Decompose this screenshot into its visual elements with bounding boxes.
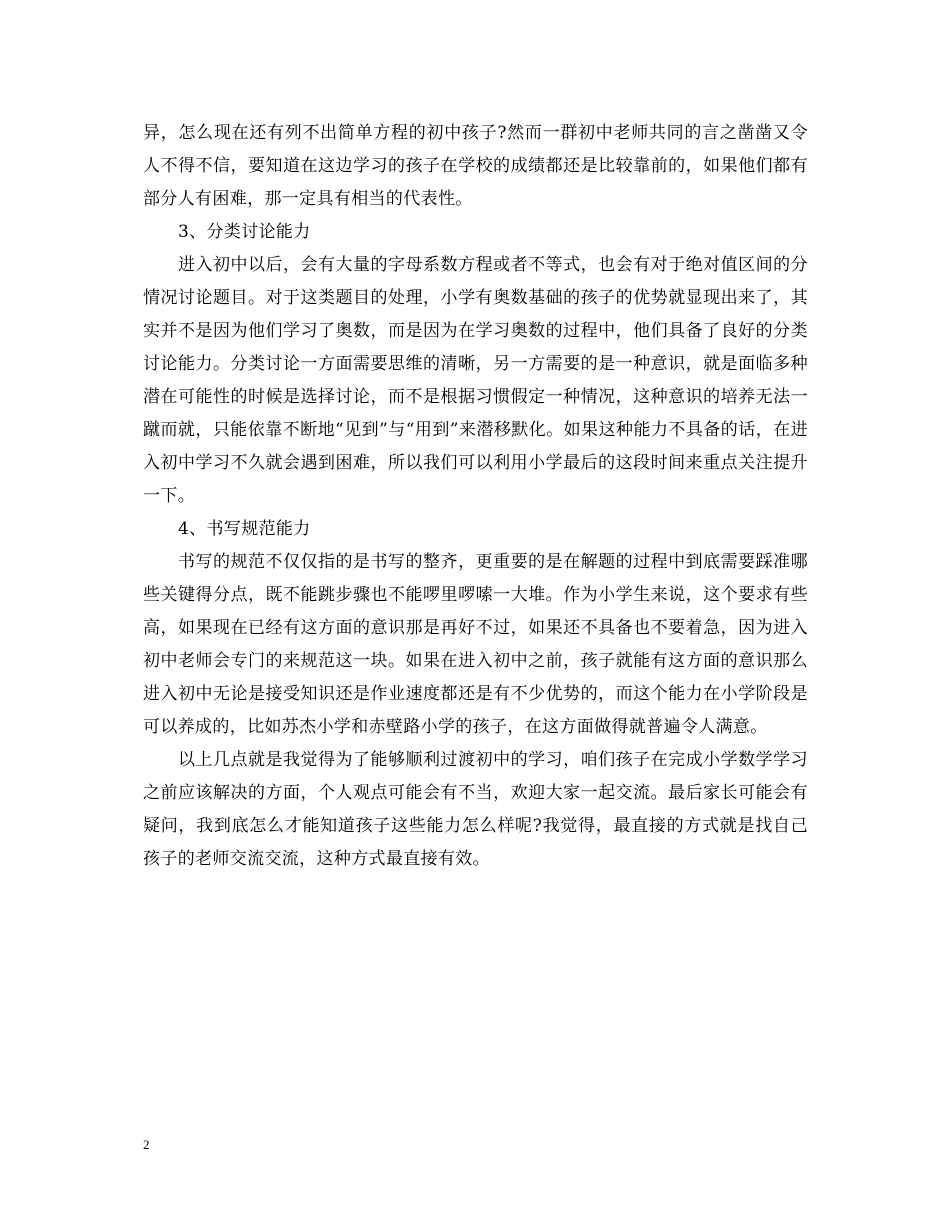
paragraph-writing-standards: 书写的规范不仅仅指的是书写的整齐，更重要的是在解题的过程中到底需要踩准哪些关键得分点，既不能跳步骤也不能啰里啰嗦一大堆。作为小学生来说，这个要求有些高，如果现在已经有这方面的意识那是再好不过，如果还不具备也不要着急，因为进入初中老师会专门的来规范这一块。如果在进入初中之前，孩子就能有这方面的意识那么进入初中无论是接受知识还是作业速度都还是有不少优势的，而这个能力在小学阶段是可以养成的，比如苏杰小学和赤壁路小学的孩子，在这方面做得就普遍令人满意。 — [143, 552, 808, 737]
paragraph-conclusion: 以上几点就是我觉得为了能够顺利过渡初中的学习，咱们孩子在完成小学数学学习之前应该解决的方面，个人观点可能会有不当，欢迎大家一起交流。最后家长可能会有疑问，我到底怎么才能知道孩子这些能力怎么样呢?我觉得，最直接的方式就是找自己孩子的老师交流交流，这种方式最直接有效。 — [143, 750, 808, 869]
page-number: 2 — [143, 1137, 150, 1152]
paragraph-continuation: 异，怎么现在还有列不出简单方程的初中孩子?然而一群初中老师共同的言之凿凿又令人不得不信，要知道在这边学习的孩子在学校的成绩都还是比较靠前的，如果他们都有部分人有困难，那一定具有相当的代表性。 — [143, 123, 808, 209]
section-heading-writing-standards: 4、书写规范能力 — [178, 519, 311, 539]
paragraph-classification-discussion: 进入初中以后，会有大量的字母系数方程或者不等式，也会有对于绝对值区间的分情况讨论题目。对于这类题目的处理，小学有奥数基础的孩子的优势就显现出来了，其实并不是因为他们学习了奥数，而是因为在学习奥数的过程中，他们具备了良好的分类讨论能力。分类讨论一方面需要思维的清晰，另一方需要的是一种意识，就是面临多种潜在可能性的时候是选择讨论，而不是根据习惯假定一种情况，这种意识的培养无法一蹴而就，只能依靠不断地“见到”与“用到”来潜移默化。如果这种能力不具备的话，在进入初中学习不久就会遇到困难，所以我们可以利用小学最后的这段时间来重点关注提升一下。 — [143, 255, 808, 506]
document-body — [143, 117, 808, 876]
section-heading-classification-discussion: 3、分类讨论能力 — [178, 222, 311, 242]
